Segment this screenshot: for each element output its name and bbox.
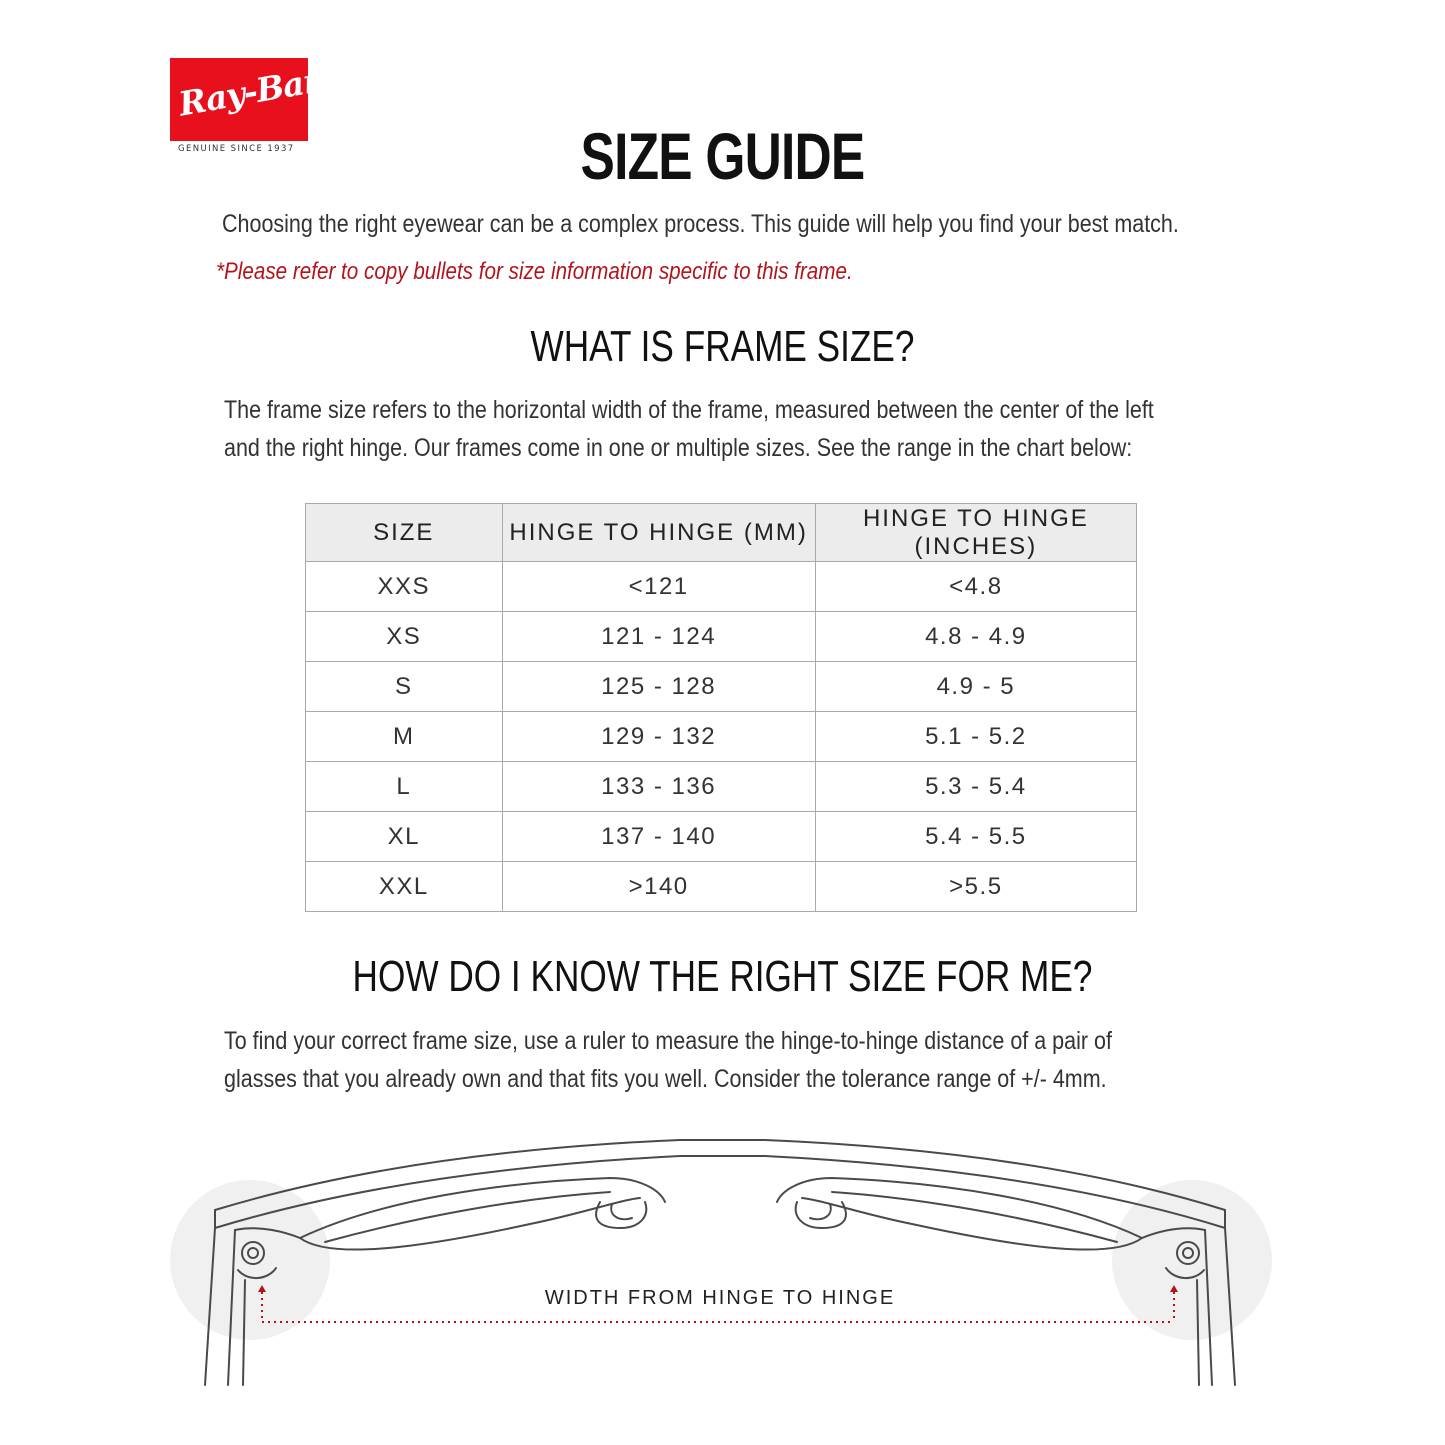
cell-inches: 4.8 - 4.9 [815,612,1136,662]
cell-mm: 133 - 136 [502,762,815,812]
logo-tagline: GENUINE SINCE 1937 [178,144,295,154]
cell-size: M [306,712,503,762]
table-row [306,662,1137,712]
cell-size: XL [306,812,503,862]
page-title: SIZE GUIDE [580,119,865,193]
cell-inches: 5.1 - 5.2 [815,712,1136,762]
cell-inches: >5.5 [815,862,1136,912]
cell-inches: 5.3 - 5.4 [815,762,1136,812]
cell-inches: <4.8 [815,562,1136,612]
table-header-row [306,504,1137,562]
cell-inches: 5.4 - 5.5 [815,812,1136,862]
size-table [305,503,1137,912]
cell-mm: >140 [502,862,815,912]
left-rim-inner [325,1192,610,1242]
right-size-heading: HOW DO I KNOW THE RIGHT SIZE FOR ME? [352,952,1093,1001]
right-size-line: To find your correct frame size, use a ruler to measure the hinge-to-hinge distance of a pair of [224,1027,1112,1055]
frame-top-edge [215,1140,1225,1210]
right-size-text [224,1022,1112,1098]
header-mm: HINGE TO HINGE (MM) [502,504,815,562]
cell-size: XS [306,612,503,662]
cell-inches: 4.9 - 5 [815,662,1136,712]
cell-mm: 137 - 140 [502,812,815,862]
frame-note: *Please refer to copy bullets for size information specific to this frame. [216,258,853,285]
intro-text: Choosing the right eyewear can be a complex process. This guide will help you find your best match. [222,210,1179,238]
cell-mm: 129 - 132 [502,712,815,762]
table-row [306,762,1137,812]
glasses-diagram [0,1120,1445,1445]
cell-mm: 121 - 124 [502,612,815,662]
cell-size: XXL [306,862,503,912]
header-inches: HINGE TO HINGE (INCHES) [815,504,1136,562]
right-nose-pad-inner [810,1204,831,1219]
cell-mm: 125 - 128 [502,662,815,712]
frame-size-line: and the right hinge. Our frames come in one or multiple sizes. See the range in the chart below: [224,434,1133,462]
frame-size-text [224,391,1154,467]
cell-size: L [306,762,503,812]
cell-size: XXS [306,562,503,612]
table-row [306,862,1137,912]
table-row [306,562,1137,612]
logo-script: Ray-Ban [175,59,329,124]
cell-mm: <121 [502,562,815,612]
frame-top-inner-edge [215,1156,1225,1228]
frame-size-line: The frame size refers to the horizontal width of the frame, measured between the center of the left [224,396,1154,424]
measure-label: WIDTH FROM HINGE TO HINGE [544,1287,896,1309]
right-rim-inner [832,1192,1117,1242]
cell-size: S [306,662,503,712]
right-size-line: glasses that you already own and that fits you well. Consider the tolerance range of +/- 4mm. [224,1065,1107,1093]
left-rim-lower [300,1198,640,1250]
header-size: SIZE [306,504,503,562]
left-nose-pad-inner [611,1204,632,1219]
table-row [306,712,1137,762]
right-rim-lower [802,1198,1142,1250]
table-row [306,612,1137,662]
frame-size-heading: WHAT IS FRAME SIZE? [530,322,915,371]
table-row [306,812,1137,862]
